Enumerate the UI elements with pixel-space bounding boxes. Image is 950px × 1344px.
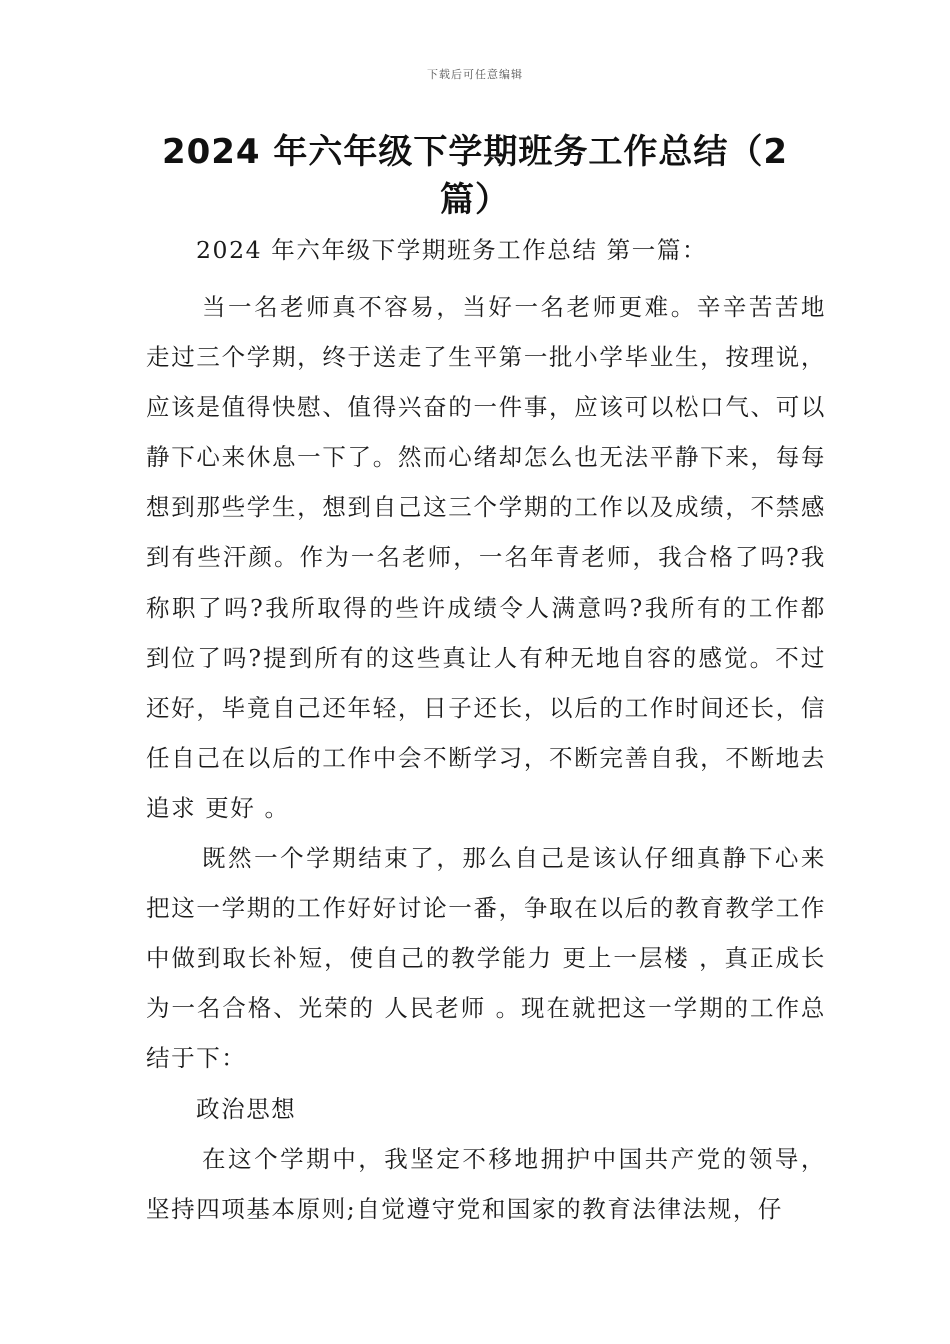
header-note: 下载后可任意编辑: [427, 68, 523, 81]
document-title: 2024 年六年级下学期班务工作总结（2 篇）: [161, 132, 789, 220]
document-body: [146, 230, 826, 1234]
section-heading: 政治思想: [196, 1094, 297, 1123]
paragraph: 既然一个学期结束了，那么自己是该认仔细真静下心来把这一学期的工作好好讨论一番，争取在以后的教育教学工作中做到取长补短，使自己的教学能力 更上一层楼 ，真正成长为一名合格、光荣的 人民老师 。现在就把这一学期的工作总结于下：: [146, 844, 826, 1073]
paragraph: 当一名老师真不容易，当好一名老师更难。辛辛苦苦地走过三个学期，终于送走了生平第一批小学毕业生，按理说，应该是值得快慰、值得兴奋的一件事，应该可以松口气、可以静下心来休息一下了。然而心绪却怎么也无法平静下来，每每想到那些学生，想到自己这三个学期的工作以及成绩，不禁感到有些汗颜。作为一名老师，一名年青老师，我合格了吗?我称职了吗?我所取得的些许成绩令人满意吗?我所有的工作都到位了吗?提到所有的这些真让人有种无地自容的感觉。不过还好，毕竟自己还年轻，日子还长，以后的工作时间还长，信任自己在以后的工作中会不断学习，不断完善自我，不断地去追求 更好 。: [146, 293, 826, 822]
paragraph: 在这个学期中，我坚定不移地拥护中国共产党的领导，坚持四项基本原则;自觉遵守党和国家的教育法律法规，仔: [146, 1144, 826, 1223]
subtitle: 2024 年六年级下学期班务工作总结 第一篇：: [196, 236, 708, 264]
